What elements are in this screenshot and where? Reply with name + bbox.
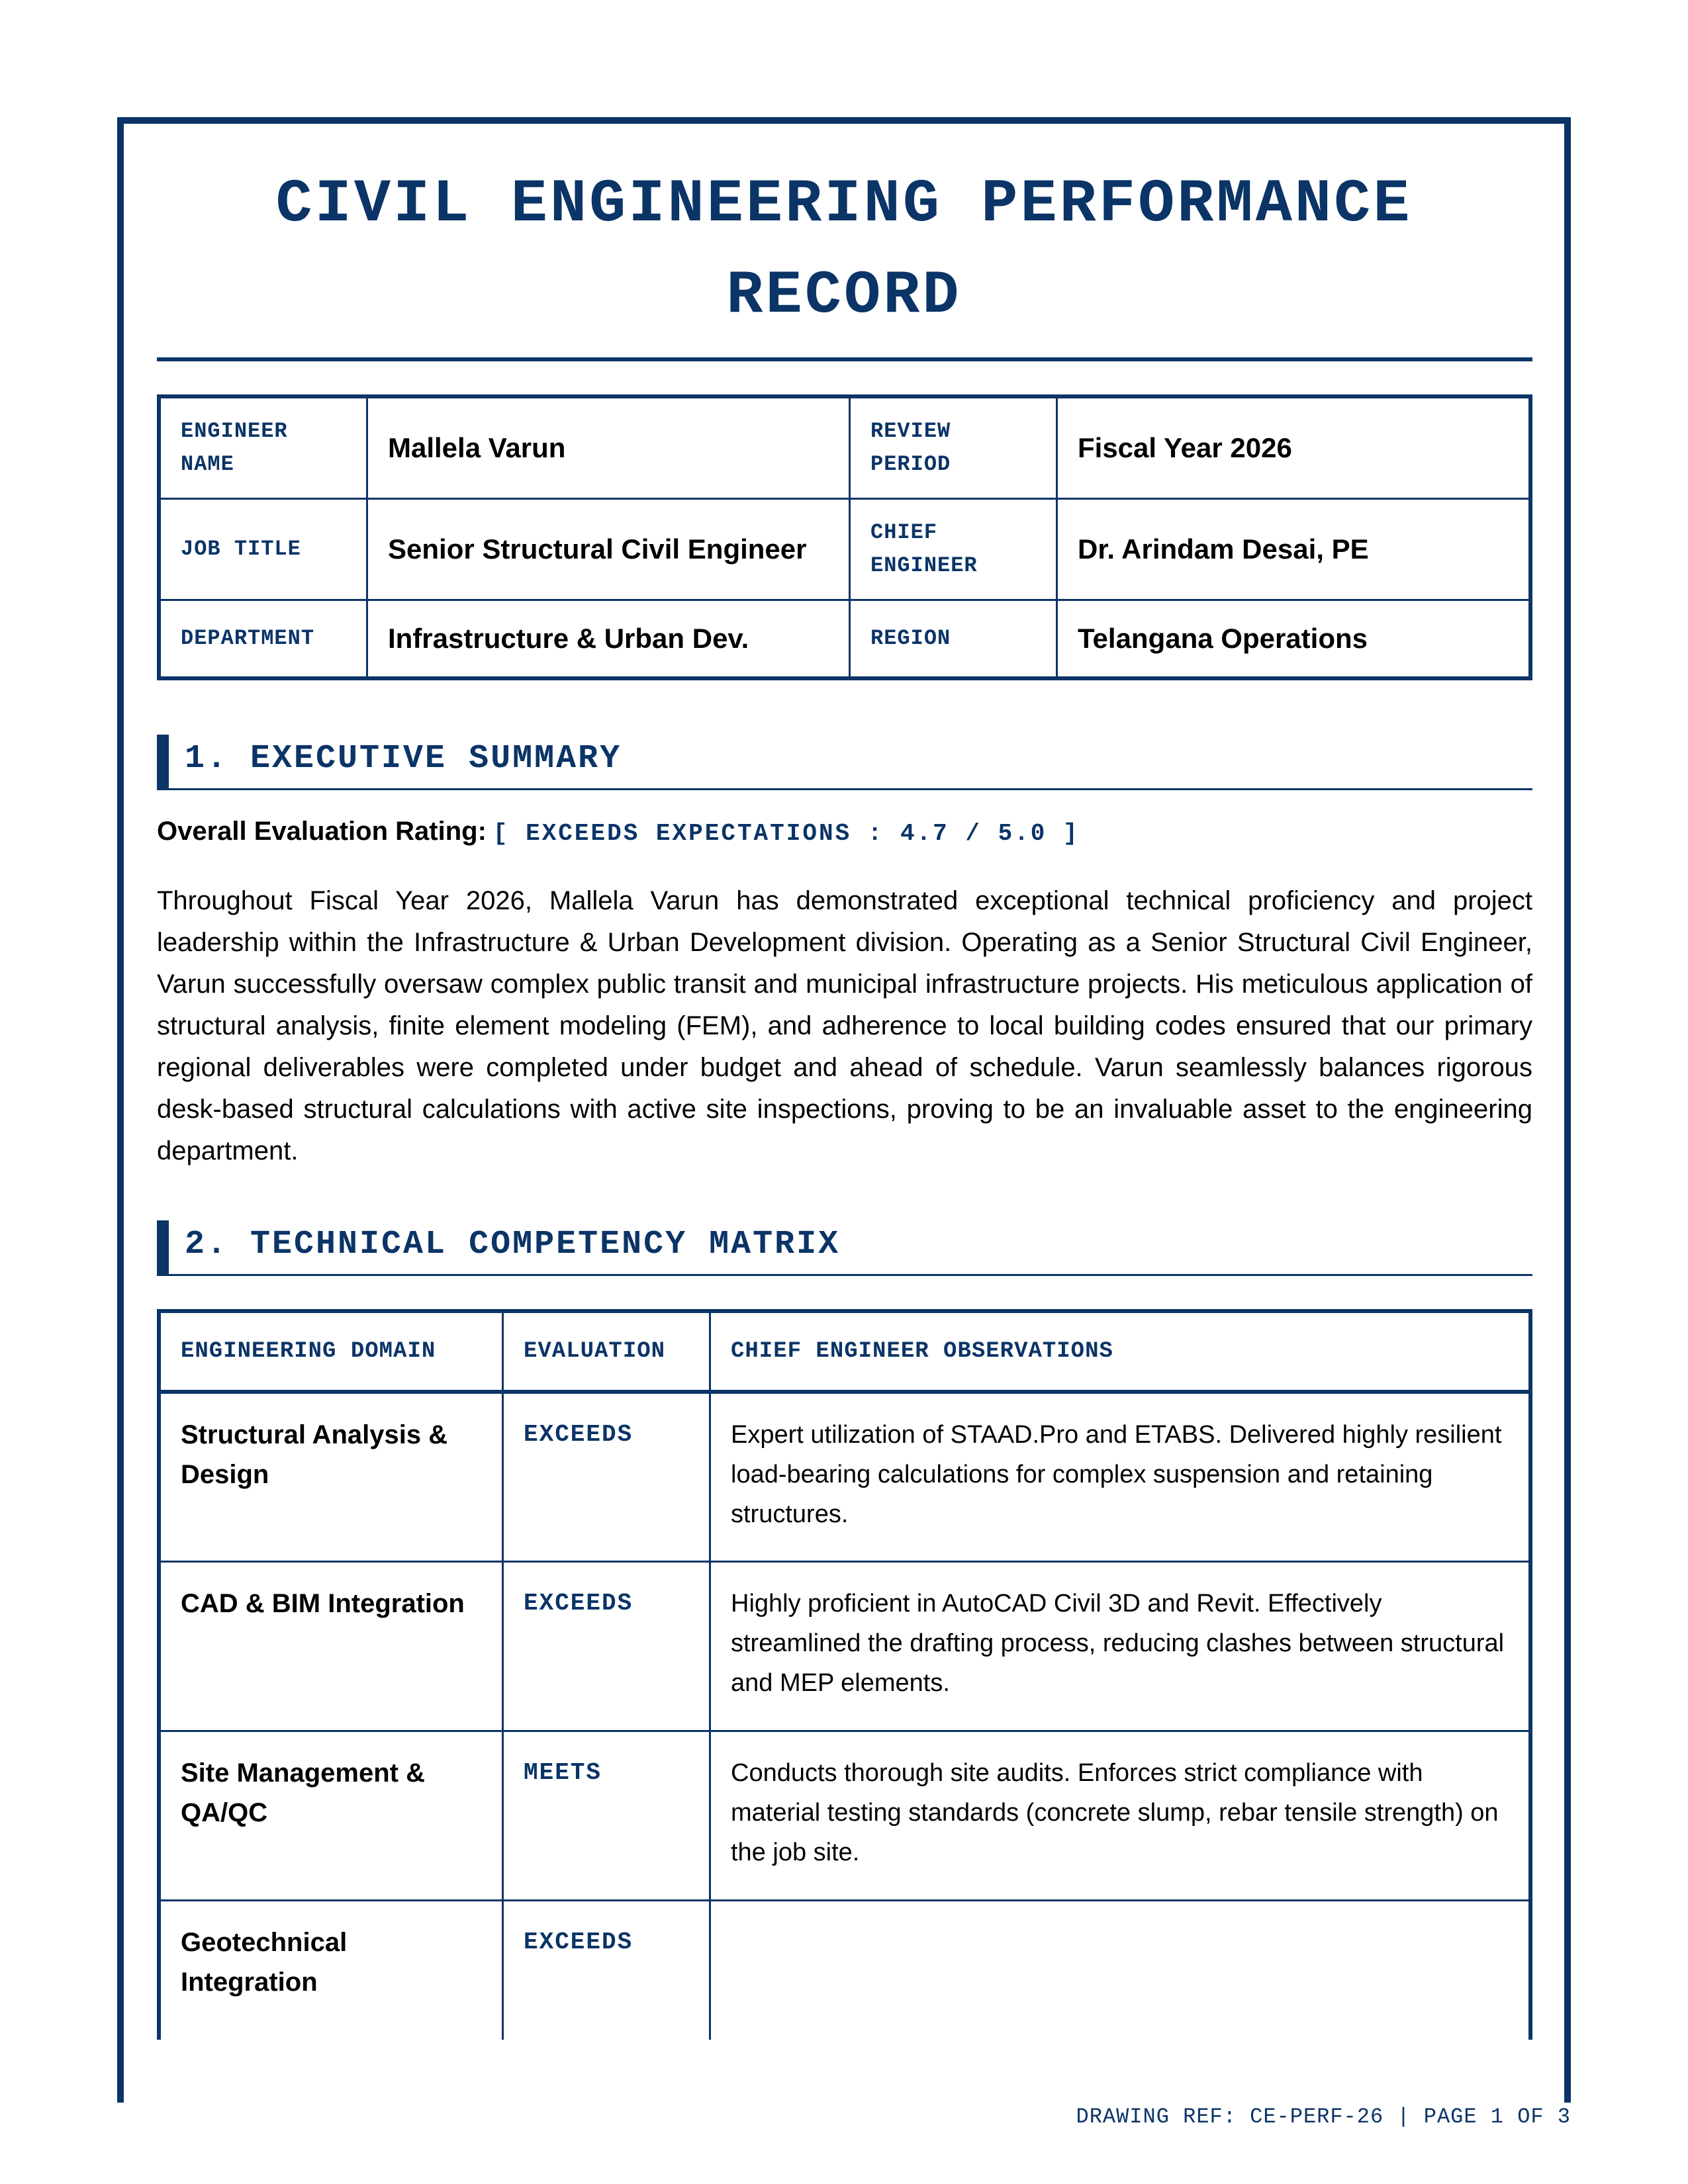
observation-text: Highly proficient in AutoCAD Civil 3D and Revit. Effectively streamlined the drafting process, reducing clashes between structural and MEP elements. xyxy=(731,1589,1505,1697)
engineer-name-label: ENGINEER NAME xyxy=(181,419,288,477)
table-row xyxy=(159,1731,1530,1900)
info-row xyxy=(159,499,1530,600)
column-header: ENGINEERING DOMAIN xyxy=(159,1311,503,1392)
observation-cell xyxy=(710,1561,1531,1731)
job-title-label: JOB TITLE xyxy=(181,537,301,561)
chief-engineer-label: CHIEF ENGINEER xyxy=(870,520,978,578)
chief-engineer-value: Dr. Arindam Desai, PE xyxy=(1078,533,1369,565)
info-row xyxy=(159,600,1530,679)
observation-text: Conducts thorough site audits. Enforces strict compliance with material testing standards (concrete slump, rebar tensile strength) on the job site. xyxy=(731,1758,1499,1866)
review-period-label: REVIEW PERIOD xyxy=(870,419,951,477)
rating-label: Overall Evaluation Rating: xyxy=(157,817,487,846)
table-header-row xyxy=(159,1311,1530,1392)
evaluation-value: EXCEEDS xyxy=(524,1421,633,1448)
department-label: DEPARTMENT xyxy=(181,626,315,651)
evaluation-value: MEETS xyxy=(524,1758,602,1786)
evaluation-cell xyxy=(503,1392,710,1561)
info-value-cell xyxy=(367,600,850,679)
document-title: CIVIL ENGINEERING PERFORMANCE RECORD xyxy=(275,169,1413,330)
domain-name: Structural Analysis & Design xyxy=(181,1420,448,1489)
engineer-info-table xyxy=(157,394,1532,680)
info-value-cell xyxy=(1057,396,1531,499)
info-label-cell xyxy=(850,499,1057,600)
info-value-cell xyxy=(367,499,850,600)
domain-name: Site Management & QA/QC xyxy=(181,1758,425,1827)
competency-matrix-container xyxy=(157,1309,1532,2040)
heading-accent-bar xyxy=(157,1220,169,1276)
domain-name: CAD & BIM Integration xyxy=(181,1588,465,1618)
page-footer: DRAWING REF: CE-PERF-26 | PAGE 1 OF 3 xyxy=(1076,2105,1571,2129)
heading-accent-bar xyxy=(157,735,169,790)
domain-name: Geotechnical Integration xyxy=(181,1927,348,1997)
title-divider xyxy=(157,357,1532,361)
info-label-cell xyxy=(159,499,367,600)
section-heading-text: 2. TECHNICAL COMPETENCY MATRIX xyxy=(185,1226,841,1263)
evaluation-value: EXCEEDS xyxy=(524,1928,633,1956)
evaluation-value: EXCEEDS xyxy=(524,1589,633,1617)
evaluation-cell xyxy=(503,1731,710,1900)
competency-matrix-heading xyxy=(157,1216,1532,1276)
domain-cell xyxy=(159,1731,503,1900)
overall-rating xyxy=(157,815,1080,847)
domain-cell xyxy=(159,1392,503,1561)
info-label-cell xyxy=(159,600,367,679)
job-title-value: Senior Structural Civil Engineer xyxy=(388,533,807,565)
executive-summary-heading xyxy=(157,731,1532,790)
observation-cell xyxy=(710,1731,1531,1900)
rating-value: [ EXCEEDS EXPECTATIONS : 4.7 / 5.0 ] xyxy=(492,820,1080,847)
domain-cell xyxy=(159,1900,503,2040)
domain-cell xyxy=(159,1561,503,1731)
table-row xyxy=(159,1392,1530,1561)
competency-matrix-table xyxy=(157,1309,1532,2040)
info-value-cell xyxy=(1057,499,1531,600)
info-label-cell xyxy=(850,600,1057,679)
table-row xyxy=(159,1900,1530,2040)
review-period-value: Fiscal Year 2026 xyxy=(1078,432,1292,463)
region-label: REGION xyxy=(870,626,951,651)
executive-summary-body: Throughout Fiscal Year 2026, Mallela Varun has demonstrated exceptional technical proficiency and project leadership within the Infrastructure & Urban Development division. Operating as a Senior Structural Civil Engineer, Varun successfully oversaw complex public transit and municipal infrastructure projects. His meticulous application of structural analysis, finite element modeling (FEM), and adherence to local building codes ensured that our primary regional deliverables were completed under budget and ahead of schedule. Varun seamlessly balances rigorous desk-based structural calculations with active site inspections, proving to be an invaluable asset to the engineering department. xyxy=(157,886,1532,1165)
info-value-cell xyxy=(367,396,850,499)
info-label-cell xyxy=(159,396,367,499)
info-value-cell xyxy=(1057,600,1531,679)
department-value: Infrastructure & Urban Dev. xyxy=(388,623,749,654)
evaluation-cell xyxy=(503,1900,710,2040)
info-label-cell xyxy=(850,396,1057,499)
info-row xyxy=(159,396,1530,499)
region-value: Telangana Operations xyxy=(1078,623,1368,654)
table-row xyxy=(159,1561,1530,1731)
column-header: CHIEF ENGINEER OBSERVATIONS xyxy=(710,1311,1531,1392)
observation-cell xyxy=(710,1392,1531,1561)
column-header: EVALUATION xyxy=(503,1311,710,1392)
observation-text: Expert utilization of STAAD.Pro and ETABS. Delivered highly resilient load-bearing calculations for complex suspension and retaining structures. xyxy=(731,1421,1502,1528)
section-heading-text: 1. EXECUTIVE SUMMARY xyxy=(185,740,622,778)
engineer-name-value: Mallela Varun xyxy=(388,432,566,463)
observation-cell xyxy=(710,1900,1531,2040)
evaluation-cell xyxy=(503,1561,710,1731)
